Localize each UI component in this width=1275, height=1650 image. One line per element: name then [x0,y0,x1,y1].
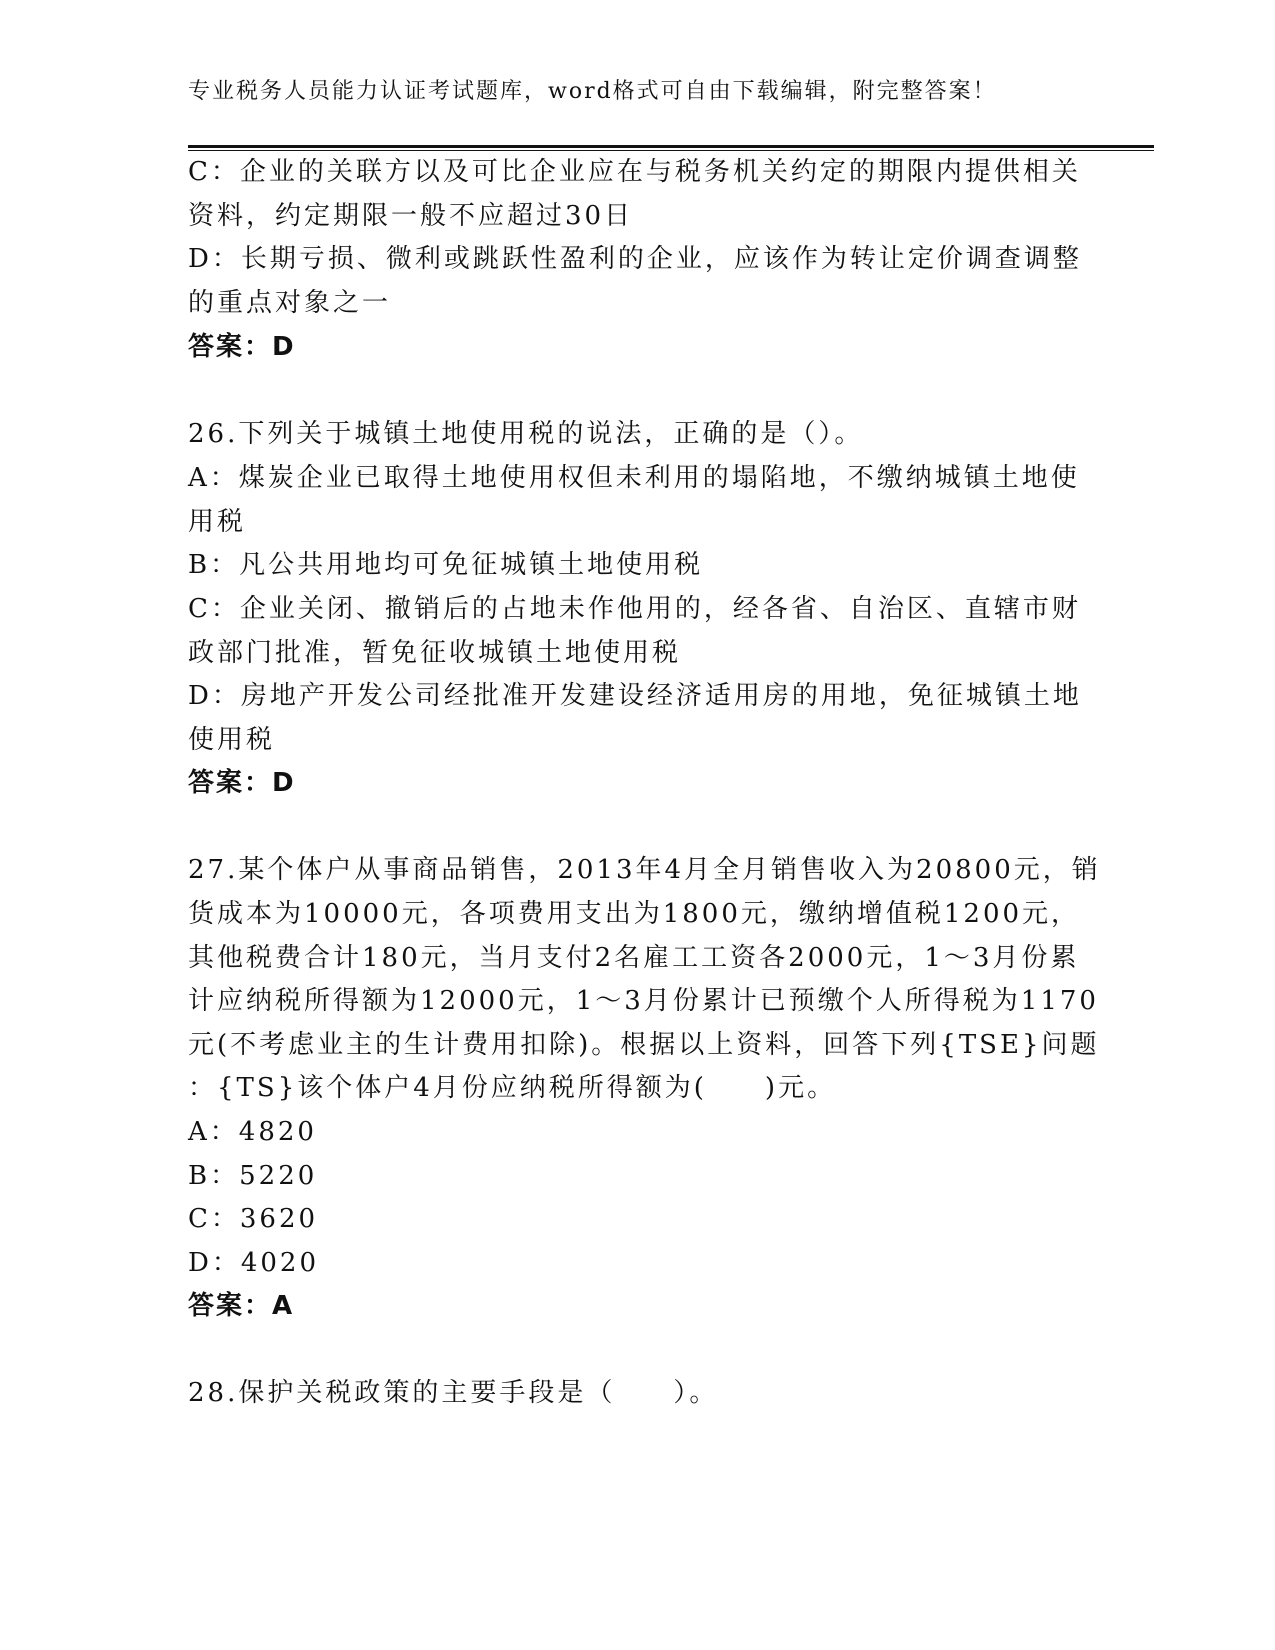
page-header: 专业税务人员能力认证考试题库，word格式可自由下载编辑，附完整答案！ [188,79,997,104]
q26-stem: 26.下列关于城镇土地使用税的说法，正确的是（）。 [188,419,864,449]
q27-stem-line1: 27.某个体户从事商品销售，2013年4月全月销售收入为20800元，销 [188,855,1101,885]
q26-option-a-line2: 用税 [188,507,247,537]
q27-option-a: A：4820 [188,1117,317,1147]
q25-option-c-line1: C：企业的关联方以及可比企业应在与税务机关约定的期限内提供相关 [188,157,1081,187]
q28-stem: 28.保护关税政策的主要手段是（ ）。 [188,1378,719,1408]
q27-stem-line4: 计应纳税所得额为12000元，1～3月份累计已预缴个人所得税为1170 [188,986,1099,1016]
q25-answer: 答案：D [188,332,296,362]
q27-answer: 答案：A [188,1291,295,1321]
header-rule-thick [188,145,1154,148]
header-rule-thin [188,150,1154,151]
q25-option-d-line2: 的重点对象之一 [188,288,392,318]
q26-option-c-line1: C：企业关闭、撤销后的占地未作他用的，经各省、自治区、直辖市财 [188,594,1081,624]
q26-option-b: B：凡公共用地均可免征城镇土地使用税 [188,550,704,580]
q27-stem-line6: ：{TS}该个体户4月份应纳税所得额为( )元。 [188,1073,837,1103]
q27-option-c: C：3620 [188,1204,319,1234]
q27-option-b: B：5220 [188,1161,318,1191]
q27-stem-line5: 元(不考虑业主的生计费用扣除)。根据以上资料，回答下列{TSE}问题 [188,1030,1100,1060]
q27-option-d: D：4020 [188,1248,320,1278]
q26-option-a-line1: A：煤炭企业已取得土地使用权但未利用的塌陷地，不缴纳城镇土地使 [188,463,1080,493]
q26-answer: 答案：D [188,768,296,798]
q26-option-d-line2: 使用税 [188,725,276,755]
q26-option-d-line1: D：房地产开发公司经批准开发建设经济适用房的用地，免征城镇土地 [188,681,1082,711]
q27-stem-line2: 货成本为10000元，各项费用支出为1800元，缴纳增值税1200元， [188,899,1081,929]
q25-option-d-line1: D：长期亏损、微利或跳跃性盈利的企业，应该作为转让定价调查调整 [188,244,1082,274]
q25-option-c-line2: 资料，约定期限一般不应超过30日 [188,201,634,231]
q26-option-c-line2: 政部门批准，暂免征收城镇土地使用税 [188,638,682,668]
q27-stem-line3: 其他税费合计180元，当月支付2名雇工工资各2000元，1～3月份累 [188,943,1080,973]
